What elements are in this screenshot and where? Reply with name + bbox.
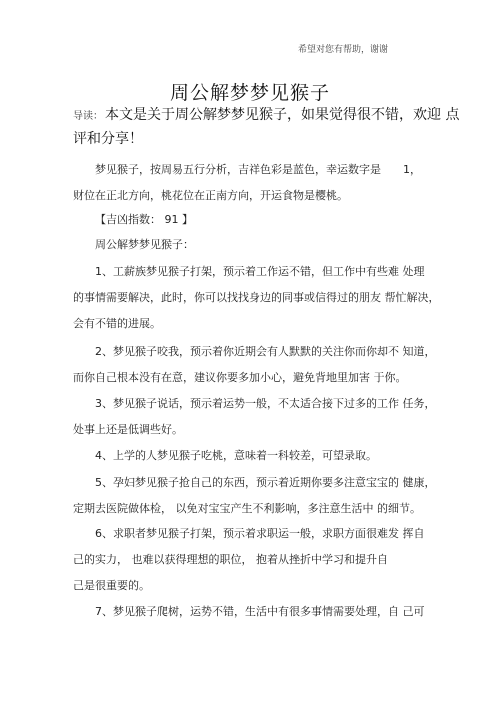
item-5-text-1: 5、孕妇梦见猴子抢自己的东西，预示着近期你要多注意宝宝的 健康， [95, 476, 436, 489]
item-3-line-2: 处事上还是低调些好。 [73, 423, 183, 436]
item-6-text-1: 6、求职者梦见猴子打架，预示着求职运一般，求职方面很难发 挥自 [95, 527, 425, 540]
item-6-line-2: 己的实力， 也难以获得理想的职位， 抱着从挫折中学习和提升自 [73, 553, 388, 566]
item-6-paragraph [73, 521, 433, 599]
item-7-text-1: 7、梦见猴子爬树，运势不错，生活中有很多事情需要处理，自 己可 [95, 605, 425, 618]
header-note: 希望对您有帮助，谢谢 [298, 45, 389, 55]
lead-label: 导读： [73, 111, 103, 122]
item-5-line-1 [73, 470, 436, 496]
item-2-text-1: 2、梦见猴子咬我，预示着你近期会有人默默的关注你而你却不 知道， [95, 345, 436, 358]
subtitle-text: 周公解梦梦见猴子： [95, 238, 194, 251]
intro-paragraph [73, 157, 433, 209]
item-5-line-2: 定期去医院做体检， 以免对宝宝产生不利影响，多注意生活中 的细节。 [73, 502, 421, 515]
lead-paragraph [73, 104, 460, 150]
item-4-text-1: 4、上学的人梦见猴子吃桃，意味着一科较差，可望录取。 [95, 449, 377, 462]
score-text: 【吉凶指数： 91 】 [95, 213, 193, 226]
item-7-line-1 [73, 599, 433, 625]
item-6-line-1 [73, 521, 433, 547]
item-2-line-1 [73, 339, 436, 365]
intro-line-2: 财位在正北方向，桃花位在正南方向，开运食物是樱桃。 [73, 189, 348, 202]
item-4-line-1 [73, 443, 433, 469]
score-paragraph [73, 207, 433, 233]
item-2-paragraph [73, 339, 436, 391]
item-3-paragraph [73, 391, 436, 443]
item-1-paragraph [73, 259, 440, 337]
item-1-line-2: 的事情需要解决，此时，你可以找找身边的同事或信得过的朋友 帮忙解决， [73, 291, 440, 304]
lead-line-1 [73, 104, 460, 128]
lead-text-1: 本文是关于周公解梦梦见猴子，如果觉得很不错，欢迎 点 [105, 107, 460, 123]
item-1-text-1: 1、工薪族梦见猴子打架，预示着工作运不错，但工作中有些难 处理 [95, 265, 425, 278]
item-5-paragraph [73, 470, 436, 522]
item-3-line-1 [73, 391, 436, 417]
item-6-line-3: 己是很重要的。 [73, 579, 150, 592]
item-3-text-1: 3、梦见猴子说话，预示着运势一般，不太适合接下过多的工作 任务， [95, 397, 436, 410]
item-2-line-2: 而你自己根本没有在意，建议你要多加小心，避免背地里加害 于你。 [73, 371, 407, 384]
item-7-paragraph [73, 599, 433, 625]
item-4-paragraph [73, 443, 433, 469]
lead-line-2: 评和分享！ [73, 131, 143, 147]
item-1-line-3: 会有不错的进展。 [73, 317, 161, 330]
document-title: 周公解梦梦见猴子 [169, 82, 330, 104]
subtitle-line [73, 232, 433, 258]
subtitle-paragraph [73, 232, 433, 258]
intro-text-1: 梦见猴子，按周易五行分析，吉祥色彩是蓝色，幸运数字是 1， [95, 163, 421, 176]
item-1-line-1 [73, 259, 433, 285]
score-line [73, 207, 433, 233]
intro-line-1 [73, 157, 433, 183]
